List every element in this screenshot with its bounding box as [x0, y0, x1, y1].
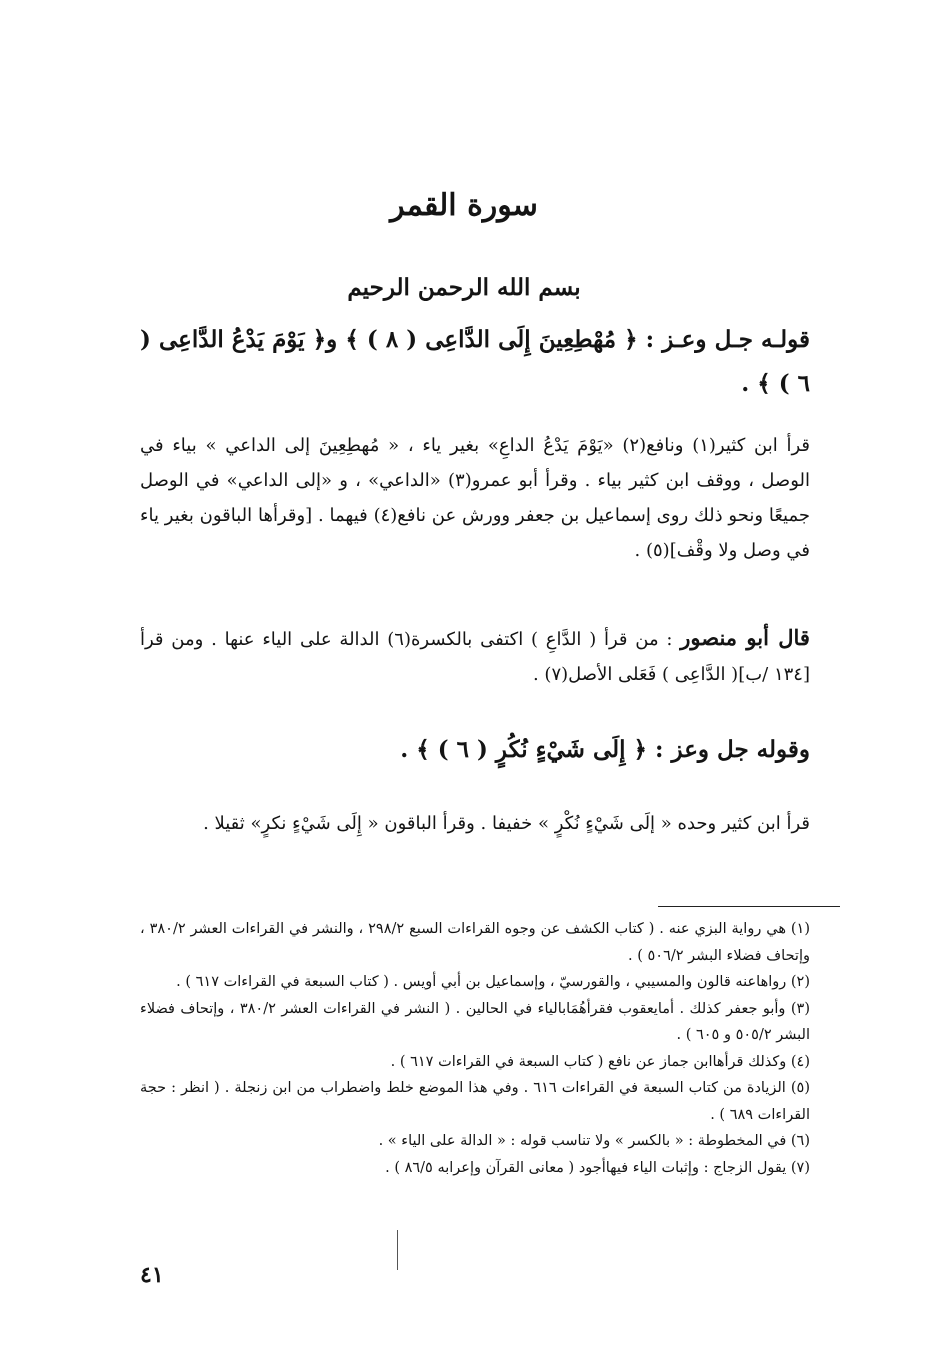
scan-mark: [397, 1230, 398, 1270]
surah-title: سورة القمر: [390, 188, 538, 223]
footnote-6: (٦) في المخطوطة : « بالكسر » ولا تناسب قوله : « الدالة على الياء » .: [378, 1133, 810, 1149]
paragraph-text: : من قرأ ( الدَّاعِ ) اكتفى بالكسرة(٦) الدالة على الياء عنها . ومن قرأ [١٣٤ /ب]( الدَّاعِى ) فَعَلى الأصل(٧) .: [140, 629, 810, 685]
footnote-4: (٤) وكذلك قرأهاابن جماز عن نافع ( كتاب السبعة في القراءات ٦١٧ ) .: [390, 1053, 810, 1070]
page-number: ٤١: [140, 1262, 164, 1288]
footnote-2: (٢) رواهاعنه قالون والمسيبي ، والقورسيّ ، وإسماعيل بن أبي أويس . ( كتاب السبعة في القراءات ٦١٧ ) .: [176, 974, 810, 990]
paragraph-readings-1: قرأ ابن كثير(١) ونافع(٢) «يَوْمَ يَدْعُ الداعِ» بغير ياء ، « مُهطِعِينَ إلى الداعي » بياء في الوصل ، ووقف ابن كثير بياء . وقرأ أبو عمرو(٣) «الداعي» ، و «إلى الداعي» في الوصل جميعًا ونحو ذلك روى إسماعيل بن جعفر وورش عن نافع(٤) فيهما . [وقرأها الباقون بغير ياء في وصل ولا وقْف](٥) .: [140, 435, 811, 561]
footnotes: [140, 916, 810, 1181]
speaker-name: قال أبو منصور: [680, 625, 810, 650]
paragraph-readings-2: قرأ ابن كثير وحده « إلَى شَيْءٍ نُكْرٍ » خفيفا . وقرأ الباقون « إِلَى شَيْءٍ نكرٍ» ثقيلا .: [203, 813, 810, 834]
basmala: بسم الله الرحمن الرحيم: [347, 274, 581, 301]
verse-heading-2: وقوله جل وعز : ﴿ إِلَى شَيْءٍ نُكُرٍ ( ٦ ) ﴾ .: [400, 736, 810, 763]
paragraph-abu-mansur: [140, 620, 810, 692]
footnote-7: (٧) يقول الزجاج : وإثبات الياء فيهاأجود ( معانى القرآن وإعرابه ٨٦/٥ ) .: [385, 1159, 810, 1176]
footnote-3: (٣) وأبو جعفر كذلك . أمايعقوب فقرأهُمَابالياء في الحالين . ( النشر في القراءات العشر ٣٨٠/٢ ، وإتحاف فضلاء البشر ٥٠٥/٢ و ٦٠٥ ) .: [140, 1000, 811, 1043]
footnote-separator: [658, 906, 840, 907]
footnote-1: (١) هي رواية البزي عنه . ( كتاب الكشف عن وجوه القراءات السبع ٢٩٨/٢ ، والنشر في القراءات العشر ٣٨٠/٢ ، وإتحاف فضلاء البشر ٥٠٦/٢ ) .: [140, 921, 810, 964]
verse-heading-1: قولـه جـل وعـز : ﴿ مُهْطِعِينَ إِلَى الدَّاعِى ( ٨ ) ﴾ و﴿ يَوْمَ يَدْعُ الدَّاعِى ( ٦ ) ﴾ .: [140, 326, 810, 397]
footnote-5: (٥) الزيادة من كتاب السبعة في القراءات ٦١٦ . وفي هذا الموضع خلط واضطراب من ابن زنجلة . ( انظر : حجة القراءات ٦٨٩ ) .: [140, 1080, 810, 1123]
